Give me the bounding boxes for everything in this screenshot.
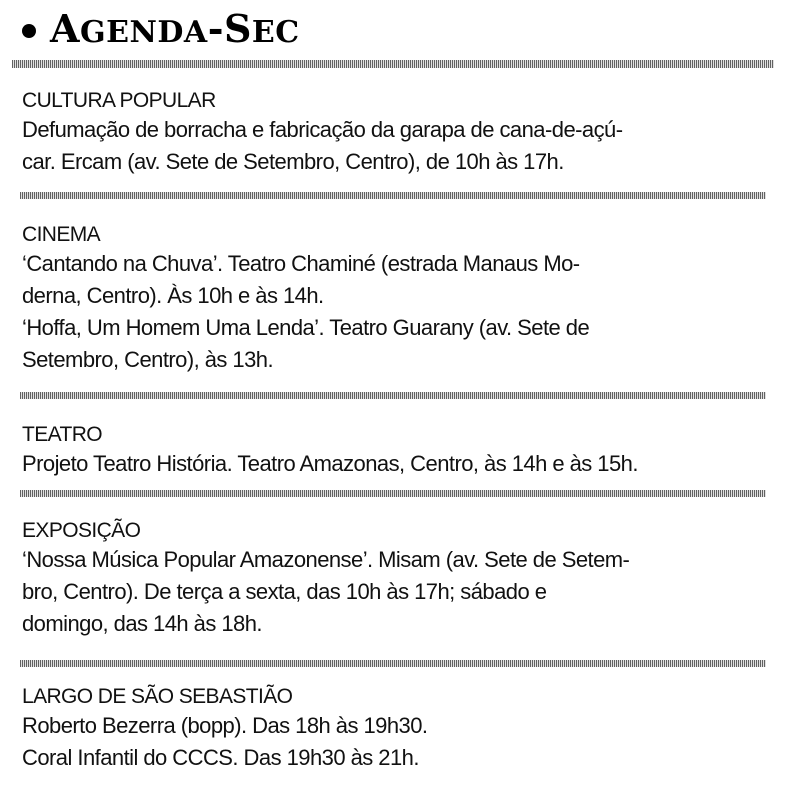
- section-title: TEATRO: [22, 423, 103, 446]
- title-dash-initial: -S: [207, 6, 252, 51]
- page-title: [50, 6, 300, 51]
- title-part-2: EC: [251, 15, 300, 50]
- header-rule: [12, 60, 774, 68]
- body-line: derna, Centro). Às 10h e às 14h.: [22, 283, 324, 308]
- section-body: [22, 544, 772, 640]
- section-title: CULTURA POPULAR: [22, 89, 216, 112]
- body-line: car. Ercam (av. Sete de Setembro, Centro), de 10h às 17h.: [22, 149, 564, 174]
- body-line: bro, Centro). De terça a sexta, das 10h às 17h; sábado e: [22, 579, 547, 604]
- section-largo-sao-sebastiao: [22, 684, 772, 774]
- body-line: Setembro, Centro), às 13h.: [22, 347, 274, 372]
- masthead: [22, 6, 300, 52]
- body-line: ‘Cantando na Chuva’. Teatro Chaminé (estrada Manaus Mo-: [22, 251, 580, 276]
- section-title: EXPOSIÇÃO: [22, 519, 141, 542]
- section-body: [22, 448, 772, 480]
- body-line: Projeto Teatro História. Teatro Amazonas, Centro, às 14h e às 15h.: [22, 451, 638, 476]
- section-cinema: [22, 222, 772, 376]
- body-line: Roberto Bezerra (bopp). Das 18h às 19h30.: [22, 713, 428, 738]
- section-divider: [20, 660, 766, 667]
- section-exposicao: [22, 518, 772, 640]
- body-line: ‘Hoffa, Um Homem Uma Lenda’. Teatro Guarany (av. Sete de: [22, 315, 590, 340]
- body-line: domingo, das 14h às 18h.: [22, 611, 262, 636]
- section-body: [22, 248, 772, 376]
- section-divider: [20, 192, 766, 199]
- body-line: ‘Nossa Música Popular Amazonense’. Misam (av. Sete de Setem-: [22, 547, 630, 572]
- bullet-icon: [22, 24, 36, 38]
- section-cultura-popular: [22, 88, 772, 178]
- section-teatro: [22, 422, 772, 480]
- section-body: [22, 710, 772, 774]
- section-body: [22, 114, 772, 178]
- section-divider: [20, 392, 766, 399]
- title-initial: A: [50, 6, 80, 51]
- section-title: LARGO DE SÃO SEBASTIÃO: [22, 685, 293, 708]
- title-part-1: GENDA: [79, 15, 208, 50]
- section-divider: [20, 490, 766, 497]
- section-title: CINEMA: [22, 223, 101, 246]
- body-line: Coral Infantil do CCCS. Das 19h30 às 21h.: [22, 745, 419, 770]
- body-line: Defumação de borracha e fabricação da garapa de cana-de-açú-: [22, 117, 623, 142]
